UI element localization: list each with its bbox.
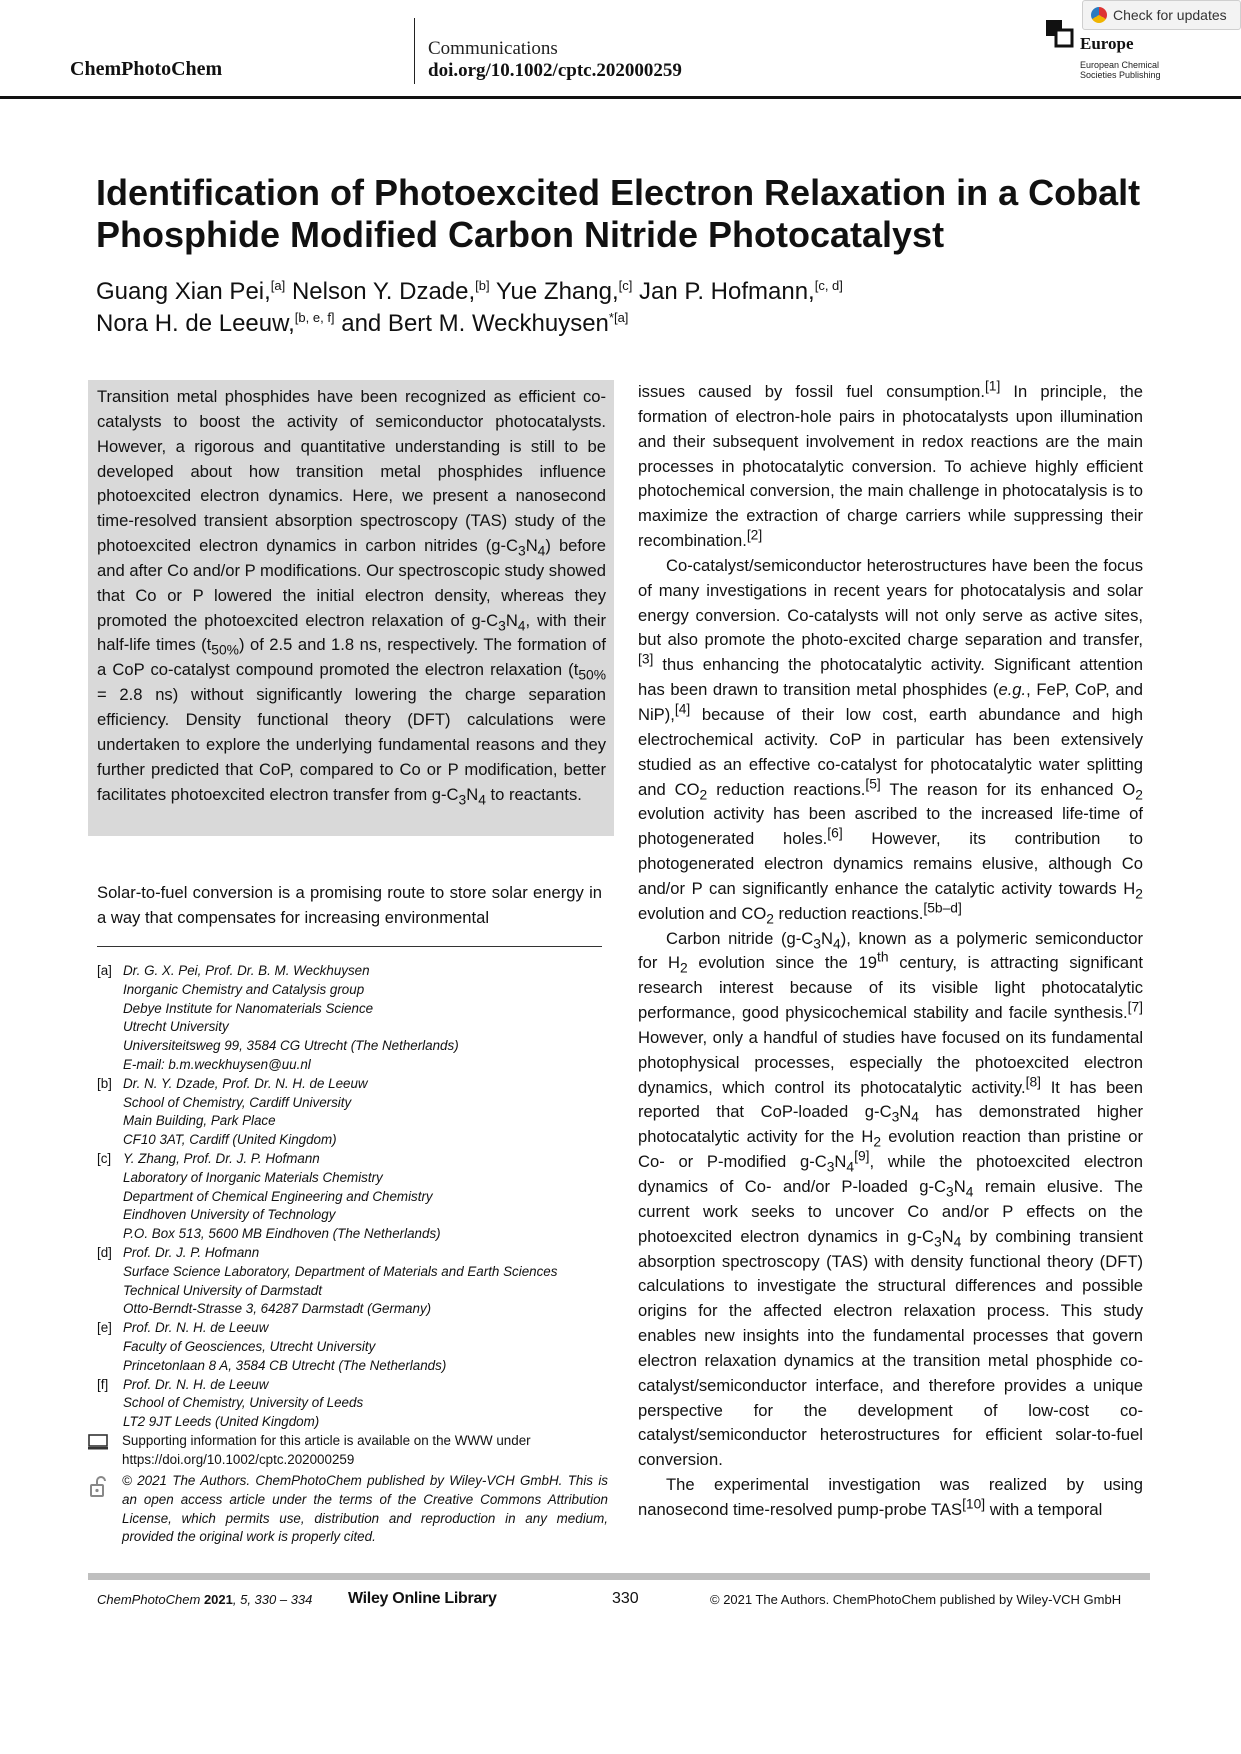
affiliation-line: Dr. G. X. Pei, Prof. Dr. B. M. Weckhuysen [123, 963, 370, 978]
subscript: 3 [891, 1108, 900, 1125]
affiliation-line: LT2 9JT Leeds (United Kingdom) [123, 1414, 320, 1430]
subscript: 4 [832, 934, 841, 951]
author-name: Nelson Y. Dzade, [291, 278, 476, 305]
body-text: evolution since the 19 [687, 953, 878, 973]
reference-mark[interactable]: [7] [1127, 998, 1143, 1015]
reference-mark[interactable]: [8] [1025, 1073, 1041, 1090]
footer-volume-pages: , 5, 330 – 334 [232, 1592, 313, 1607]
body-text: reduction reactions. [707, 779, 866, 799]
affiliation-entry [97, 1244, 617, 1319]
logo-word: Europe [1080, 34, 1134, 53]
author-affil-mark: *[a] [608, 310, 629, 325]
affiliation-rule [97, 946, 602, 947]
subscript: 3 [933, 1233, 942, 1249]
affiliation-line: Otto-Berndt-Strasse 3, 64287 Darmstadt (Germany) [123, 1301, 432, 1317]
body-text: thus enhancing the photocatalytic activity. Significant attention has been drawn to transition metal phosphides ( [638, 655, 1143, 700]
reference-mark[interactable]: [9] [854, 1147, 870, 1164]
body-text: The reason for its enhanced O [880, 779, 1136, 799]
body-text: It has been reported that CoP-loaded g-C [638, 1077, 1143, 1122]
affiliation-key: [b] [97, 1075, 112, 1091]
affiliation-line: School of Chemistry, Cardiff University [123, 1094, 352, 1110]
abstract-text: N [505, 610, 518, 630]
author-affil-mark: [a] [270, 278, 286, 293]
affiliation-line: Eindhoven University of Technology [123, 1207, 336, 1223]
body-text: N [941, 1226, 954, 1246]
superscript: th [877, 948, 889, 965]
author-affil-mark: [b] [475, 278, 490, 293]
reference-mark[interactable]: [3] [638, 650, 654, 667]
body-text: reduction reactions. [773, 903, 924, 923]
body-text: , while the photoexcited electron dynamics of Co- and/or P-loaded g-C [638, 1152, 1143, 1196]
abstract-text: = 2.8 ns) without significantly lowering the charge separation efficiency. Density functional theory (DFT) calculations were undertaken to explore the underlying fundamental reasons and they further predicted that CoP, compared to Co or P modification, better facilitates photoexcited electron transfer from g-C [97, 685, 606, 804]
affiliation-line: Main Building, Park Place [123, 1113, 276, 1129]
body-text: N [899, 1102, 912, 1122]
check-updates-label: Check for updates [1113, 7, 1227, 23]
body-text: evolution reaction than pristine or Co- or P-modified g-C [638, 1127, 1143, 1172]
abstract-text: ) before and after Co and/or P modifications. Our spectroscopic study showed that Co or P lowered the initial electron density, whereas they promoted the photoexcited electron relaxation of g-C [97, 536, 607, 630]
section-label: Communications [428, 38, 558, 59]
subscript: 4 [953, 1233, 962, 1249]
body-text: N [834, 1152, 847, 1172]
reference-mark[interactable]: [5b–d] [923, 899, 962, 916]
reference-mark[interactable]: [10] [962, 1495, 986, 1512]
body-text: because of their low cost, earth abundance and high electrochemical activity. CoP in particular has been extensively studied as an effective co-catalyst for photocatalytic water splitting and CO [638, 704, 1143, 799]
author-name: and Bert M. Weckhuysen [341, 310, 609, 337]
affiliation-line: Department of Chemical Engineering and Chemistry [123, 1188, 433, 1204]
affiliation-line: Prof. Dr. N. H. de Leeuw [123, 1376, 269, 1392]
author-name: Jan P. Hofmann, [639, 278, 815, 305]
intro-paragraph: Solar-to-fuel conversion is a promising route to store solar energy in a way that compensates for increasing environmental [97, 883, 602, 927]
abstract-text: N [525, 536, 538, 556]
email-link[interactable]: E-mail: b.m.weckhuysen@uu.nl [123, 1056, 311, 1072]
body-text: evolution and CO [638, 903, 767, 923]
body-text: ), known as a polymeric semiconductor for H [638, 928, 1143, 973]
subscript: 3 [826, 1158, 835, 1175]
copyright-text: © 2021 The Authors. ChemPhotoChem published by Wiley-VCH GmbH. This is an open access article under the terms of the Creative Commons Attribution License, which permits use, distribution and reproduction in any medium, provided the original work is properly cited. [122, 1473, 608, 1545]
body-text: evolution activity has been ascribed to the increased life-time of photogenerated holes. [638, 804, 1143, 849]
body-text: N [821, 928, 833, 948]
page-number: 330 [612, 1590, 639, 1607]
body-text: Co-catalyst/semiconductor heterostructures have been the focus of many investigations in recent years for photocatalysis and solar energy conversion. Co-catalysts will not only serve as active sites, but also promote the photo-excited charge separation and transfer, [638, 555, 1143, 650]
body-text: In principle, the formation of electron-hole pairs in photocatalysts upon illumination and their subsequent involvement in redox reactions are the main processes in photocatalytic conversion. To achieve highly efficient photochemical conversion, the main challenge in photocatalysis is to maximize the extraction of charge carriers while suppressing their recombination. [638, 382, 1143, 551]
affiliation-entry [97, 1150, 617, 1244]
subscript: 3 [946, 1183, 954, 1200]
affiliation-line: CF10 3AT, Cardiff (United Kingdom) [123, 1132, 337, 1148]
affiliation-entry [97, 1075, 617, 1150]
abstract-box [88, 380, 614, 836]
affiliation-key: [a] [97, 963, 112, 978]
logo-subtitle: European Chemical Societies Publishing [1080, 60, 1161, 80]
abstract-text: N [466, 784, 479, 804]
reference-mark[interactable]: [1] [984, 377, 1001, 394]
affiliation-line: Laboratory of Inorganic Materials Chemistry [123, 1169, 383, 1185]
affiliation-line: Utrecht University [123, 1019, 229, 1035]
supporting-info-text[interactable]: Supporting information for this article is available on the WWW under https://doi.org/10.1002/cptc.202000259 [122, 1433, 531, 1467]
author-affil-mark: [b, e, f] [294, 310, 335, 325]
body-text: e.g. [998, 680, 1027, 700]
subscript: 4 [846, 1158, 855, 1175]
check-updates-button[interactable] [1082, 0, 1241, 30]
affiliation-line: Faculty of Geosciences, Utrecht University [123, 1338, 376, 1354]
abstract-text: to reactants. [485, 784, 582, 804]
body-text: has demonstrated higher photocatalytic activity for the H [638, 1102, 1143, 1147]
footer-bar [88, 1573, 1150, 1580]
subscript: 3 [458, 790, 467, 807]
header-divider [414, 18, 415, 84]
body-text: However, its contribution to photogenerated electron dynamics remains elusive, although Co and/or P can significantly enhance the catalytic activity towards H [638, 829, 1143, 898]
affiliation-key: [f] [97, 1376, 109, 1392]
abstract-text: ) of 2.5 and 1.8 ns, respectively. The formation of a CoP co-catalyst compound promoted the electron relaxation (t [97, 635, 606, 680]
affiliation-line: Dr. N. Y. Dzade, Prof. Dr. N. H. de Leeuw [123, 1075, 368, 1091]
body-paragraph [638, 927, 1143, 1474]
author-name: Guang Xian Pei, [96, 278, 271, 305]
affiliation-line: Prof. Dr. J. P. Hofmann [123, 1244, 260, 1260]
affiliation-line: P.O. Box 513, 5600 MB Eindhoven (The Netherlands) [123, 1226, 441, 1242]
affiliations [97, 962, 617, 1432]
body-text: issues caused by fossil fuel consumption. [638, 382, 985, 401]
affiliation-entry [97, 1319, 617, 1375]
body-text: N [953, 1177, 966, 1196]
article-title: Identification of Photoexcited Electron Relaxation in a Cobalt Phosphide Modified Carbon Nitride Photocatalyst [96, 172, 1141, 255]
chemistry-europe-logo-icon [1046, 20, 1074, 48]
body-paragraph [638, 377, 1143, 554]
supporting-info [88, 1432, 608, 1470]
body-column [638, 377, 1144, 1523]
author-name: Yue Zhang, [495, 278, 619, 305]
footer-journal: ChemPhotoChem [97, 1592, 201, 1607]
open-access-icon [88, 1476, 110, 1498]
reference-mark[interactable]: [2] [746, 526, 763, 543]
reference-mark[interactable]: [6] [827, 824, 843, 841]
subscript: 3 [517, 542, 526, 559]
subscript: 4 [965, 1183, 974, 1200]
body-text: with a temporal [985, 1499, 1103, 1519]
subscript: 50% [211, 641, 239, 658]
subscript: 4 [517, 616, 526, 633]
computer-icon [88, 1434, 108, 1450]
affiliation-line: Universiteitsweg 99, 3584 CG Utrecht (The Netherlands) [123, 1038, 459, 1054]
subscript: 4 [537, 542, 546, 559]
doi-link[interactable]: doi.org/10.1002/cptc.202000259 [428, 60, 682, 81]
subscript: 2 [680, 959, 688, 976]
affiliation-line: Prof. Dr. N. H. de Leeuw [123, 1320, 269, 1336]
crossmark-icon [1091, 7, 1107, 23]
abstract-text: , with their half-life times (t [97, 610, 606, 655]
reference-mark[interactable]: [4] [674, 700, 691, 717]
copyright-notice [88, 1472, 608, 1547]
body-text: , FeP, CoP, and NiP), [638, 680, 1144, 724]
affiliation-line: Inorganic Chemistry and Catalysis group [123, 981, 365, 997]
subscript: 4 [478, 790, 486, 807]
body-text: century, is attracting significant research interest because of its visible light photocatalytic performance, good physicochemical stability and facile synthesis. [638, 953, 1143, 1023]
footer-year: 2021 [203, 1592, 233, 1607]
wiley-online-library-link[interactable]: Wiley Online Library [348, 1590, 497, 1607]
affiliation-line: Debye Institute for Nanomaterials Science [123, 1000, 374, 1016]
author-affil-mark: [c, d] [814, 278, 843, 293]
subscript: 2 [1135, 885, 1143, 902]
author-list [96, 276, 1156, 340]
affiliation-key: [e] [97, 1320, 112, 1336]
journal-name: ChemPhotoChem [70, 58, 223, 80]
affiliation-line: School of Chemistry, University of Leeds [123, 1395, 364, 1411]
affiliation-line: Y. Zhang, Prof. Dr. J. P. Hofmann [123, 1150, 320, 1166]
affiliation-line: Surface Science Laboratory, Department of Materials and Earth Sciences [123, 1263, 558, 1279]
author-affil-mark: [c] [618, 278, 633, 293]
body-text: Carbon nitride (g-C [666, 928, 814, 948]
body-text: The experimental investigation was realized by using nanosecond time-resolved pump-probe TAS [638, 1475, 1143, 1519]
subscript: 2 [699, 785, 708, 802]
affiliation-line: Princetonlaan 8 A, 3584 CB Utrecht (The Netherlands) [123, 1357, 447, 1373]
author-name: Nora H. de Leeuw, [96, 310, 295, 337]
body-text: remain elusive. The current work seeks to uncover Co and/or P effects on the photoexcited electron dynamics in g-C [638, 1177, 1143, 1246]
header-rule [0, 96, 1241, 99]
subscript: 3 [813, 934, 821, 951]
footer-citation [97, 1592, 312, 1607]
subscript: 50% [578, 666, 606, 683]
reference-mark[interactable]: [5] [865, 774, 881, 791]
subscript: 3 [498, 616, 506, 633]
body-paragraph [638, 1473, 1143, 1523]
affiliation-key: [d] [97, 1244, 112, 1260]
subscript: 2 [766, 910, 774, 927]
footer-copyright: © 2021 The Authors. ChemPhotoChem published by Wiley-VCH GmbH [710, 1592, 1122, 1607]
affiliation-key: [c] [97, 1150, 112, 1166]
abstract-text: Transition metal phosphides have been recognized as efficient co-catalysts to boost the activity of semiconductor photocatalysts. However, a rigorous and quantitative understanding is still to be developed about how transition metal phosphides influence photoexcited electron dynamics. Here, we present a nanosecond time-resolved transient absorption spectroscopy (TAS) study of the photoexcited electron dynamics in carbon nitrides (g-C [97, 387, 606, 556]
affiliation-entry [97, 962, 617, 1075]
affiliation-entry [97, 1376, 617, 1432]
affiliation-line: Technical University of Darmstadt [123, 1282, 322, 1298]
subscript: 2 [873, 1133, 882, 1150]
subscript: 4 [911, 1108, 919, 1125]
subscript: 2 [1135, 785, 1143, 802]
body-text: by combining transient absorption spectroscopy (TAS) with density functional theory (DFT) calculations to investigate the structural differences and possible origins for the affected electron relaxation process. This study enables new insights into the fundamental processes that govern electron relaxation dynamics at the transition metal phosphide co-catalyst/semiconductor interface, and therefore provides a unique perspective for the development of low-cost co-catalyst/semiconductor heterostructures for efficient solar-to-fuel conversion. [638, 1226, 1143, 1470]
body-paragraph [638, 554, 1143, 927]
body-text: However, only a handful of studies have focused on its fundamental photophysical processes, especially the photoexcited electron dynamics, which control its photocatalytic activity. [638, 1027, 1143, 1097]
